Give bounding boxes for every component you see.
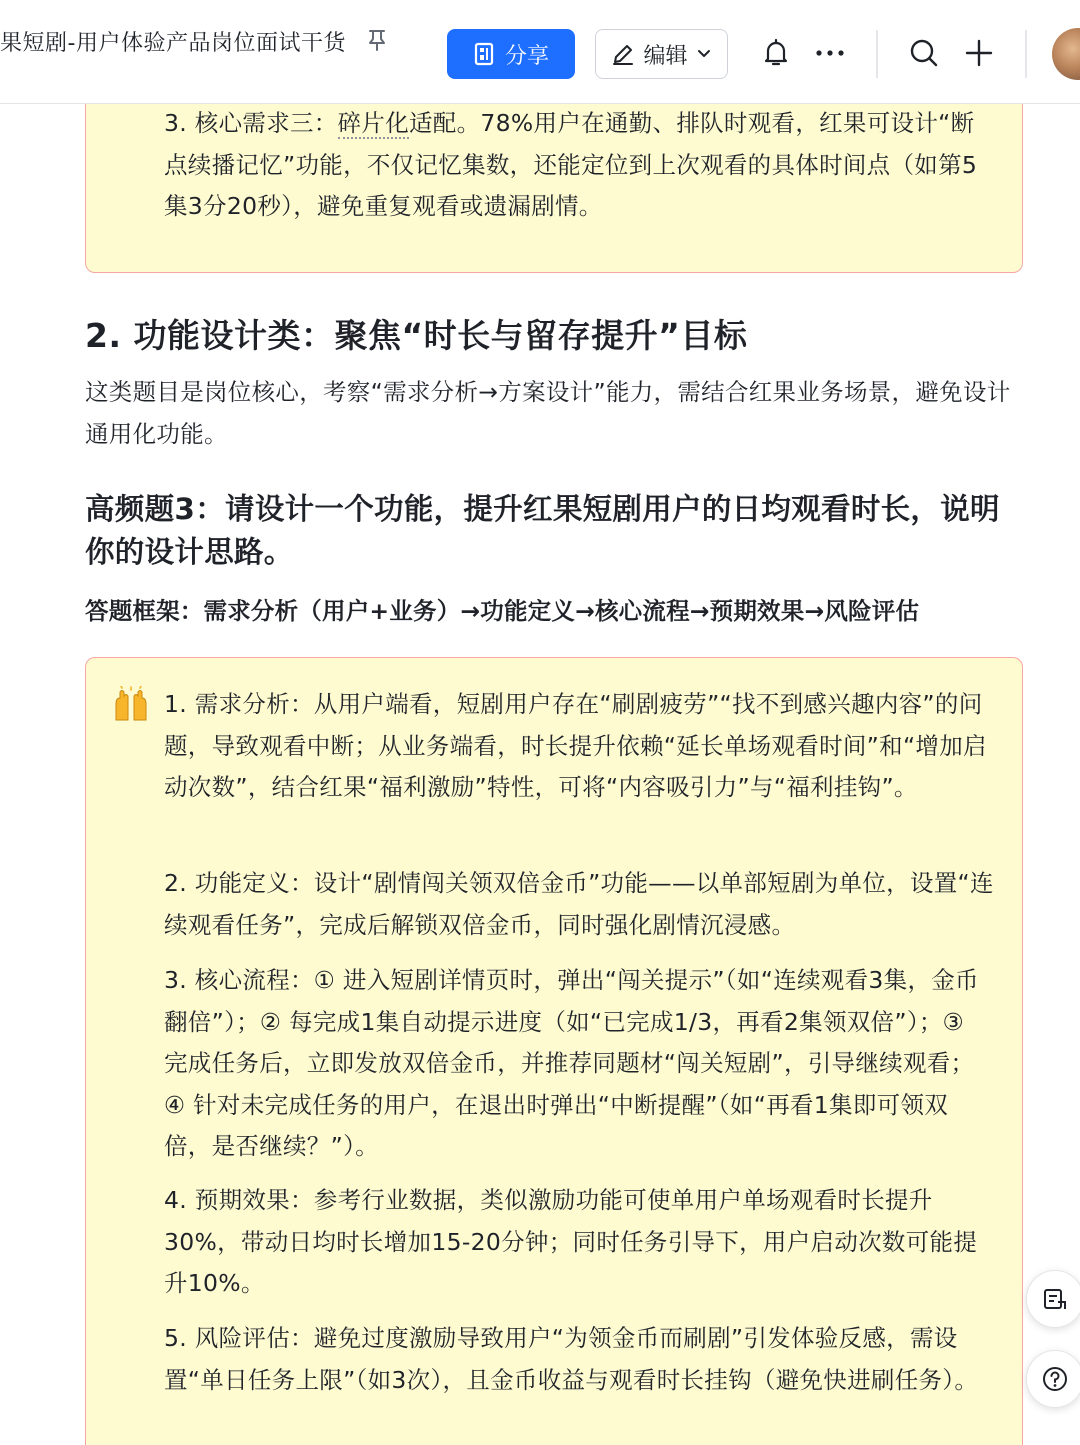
document-content	[0, 104, 1080, 1445]
share-doc-icon	[473, 42, 495, 66]
section-heading: 2. 功能设计类：聚焦“时长与留存提升”目标	[85, 316, 748, 355]
toolbar-divider	[876, 30, 878, 78]
doc-title[interactable]: 果短剧-用户体验产品岗位面试干货	[0, 31, 346, 56]
answer-item: 2. 功能定义：设计“剧情闯关领双倍金币”功能——以单部短剧为单位，设置“连续观看任务”，完成后解锁双倍金币，同时强化剧情沉浸感。	[164, 869, 994, 939]
item-text: 适配。78%用户在通勤、排队时观看，红果可设计“断点续播记忆”功能，不仅记忆集数，还能定位到上次观看的具体时间点（如第5集3分20秒），避免重复观看或遗漏剧情。	[164, 109, 978, 221]
section-intro: 这类题目是岗位核心，考察“需求分析→方案设计”能力，需结合红果业务场景，避免设计通用化功能。	[85, 378, 1011, 448]
toolbar-divider	[1025, 30, 1027, 78]
answer-framework: 答题框架：需求分析（用户+业务）→功能定义→核心流程→预期效果→风险评估	[85, 597, 920, 625]
chevron-down-icon	[696, 46, 712, 62]
answer-item: 5. 风险评估：避免过度激励导致用户“为领金币而刷剧”引发体验反感，需设置“单日任务上限”（如3次），且金币收益与观看时长挂钩（避免快进刷任务）。	[164, 1324, 979, 1394]
pen-icon	[611, 42, 635, 66]
share-label: 分享	[504, 43, 549, 69]
outline-icon[interactable]	[1026, 1270, 1080, 1328]
answer-item: 1. 需求分析：从用户端看，短剧用户存在“刷剧疲劳”“找不到感兴趣内容”的问题，导致观看中断；从业务端看，时长提升依赖“延长单场观看时间”和“增加启动次数”，结合红果“福利激励”特性，可将“内容吸引力”与“福利挂钩”。	[164, 690, 987, 802]
search-icon[interactable]	[907, 36, 941, 70]
help-icon[interactable]	[1026, 1350, 1080, 1408]
callout-item	[164, 104, 994, 228]
share-button[interactable]	[447, 29, 575, 79]
more-icon[interactable]	[813, 36, 847, 70]
comment-highlight[interactable]: 碎片化	[337, 109, 409, 137]
item-prefix: 3. 核心需求三：	[164, 109, 338, 137]
edit-label: 编辑	[643, 43, 688, 69]
edit-button[interactable]	[595, 29, 728, 79]
callout-block	[85, 104, 1023, 273]
question-heading: 高频题3：请设计一个功能，提升红果短剧用户的日均观看时长，说明你的设计思路。	[85, 492, 1000, 569]
answer-item: 3. 核心流程：① 进入短剧详情页时，弹出“闯关提示”（如“连续观看3集，金币翻倍”）；② 每完成1集自动提示进度（如“已完成1/3，再看2集领双倍”）；③ 完成任务后，立即发放双倍金币，并推荐同题材“闯关短剧”，引导继续观看；④ 针对未完成任务的用户，在退出时弹出“中断提醒”（如“再看1集即可领双倍，是否继续？”）。	[164, 966, 979, 1161]
avatar[interactable]	[1052, 28, 1080, 80]
raising-hands-icon[interactable]	[112, 686, 150, 722]
answer-callout	[85, 657, 1023, 1445]
pin-icon[interactable]	[366, 28, 388, 52]
answer-item: 4. 预期效果：参考行业数据，类似激励功能可使单用户单场观看时长提升30%，带动日均时长增加15-20分钟；同时任务引导下，用户启动次数可能提升10%。	[164, 1186, 978, 1298]
bell-icon[interactable]	[759, 36, 793, 70]
top-bar	[0, 0, 1080, 104]
plus-icon[interactable]	[962, 36, 996, 70]
